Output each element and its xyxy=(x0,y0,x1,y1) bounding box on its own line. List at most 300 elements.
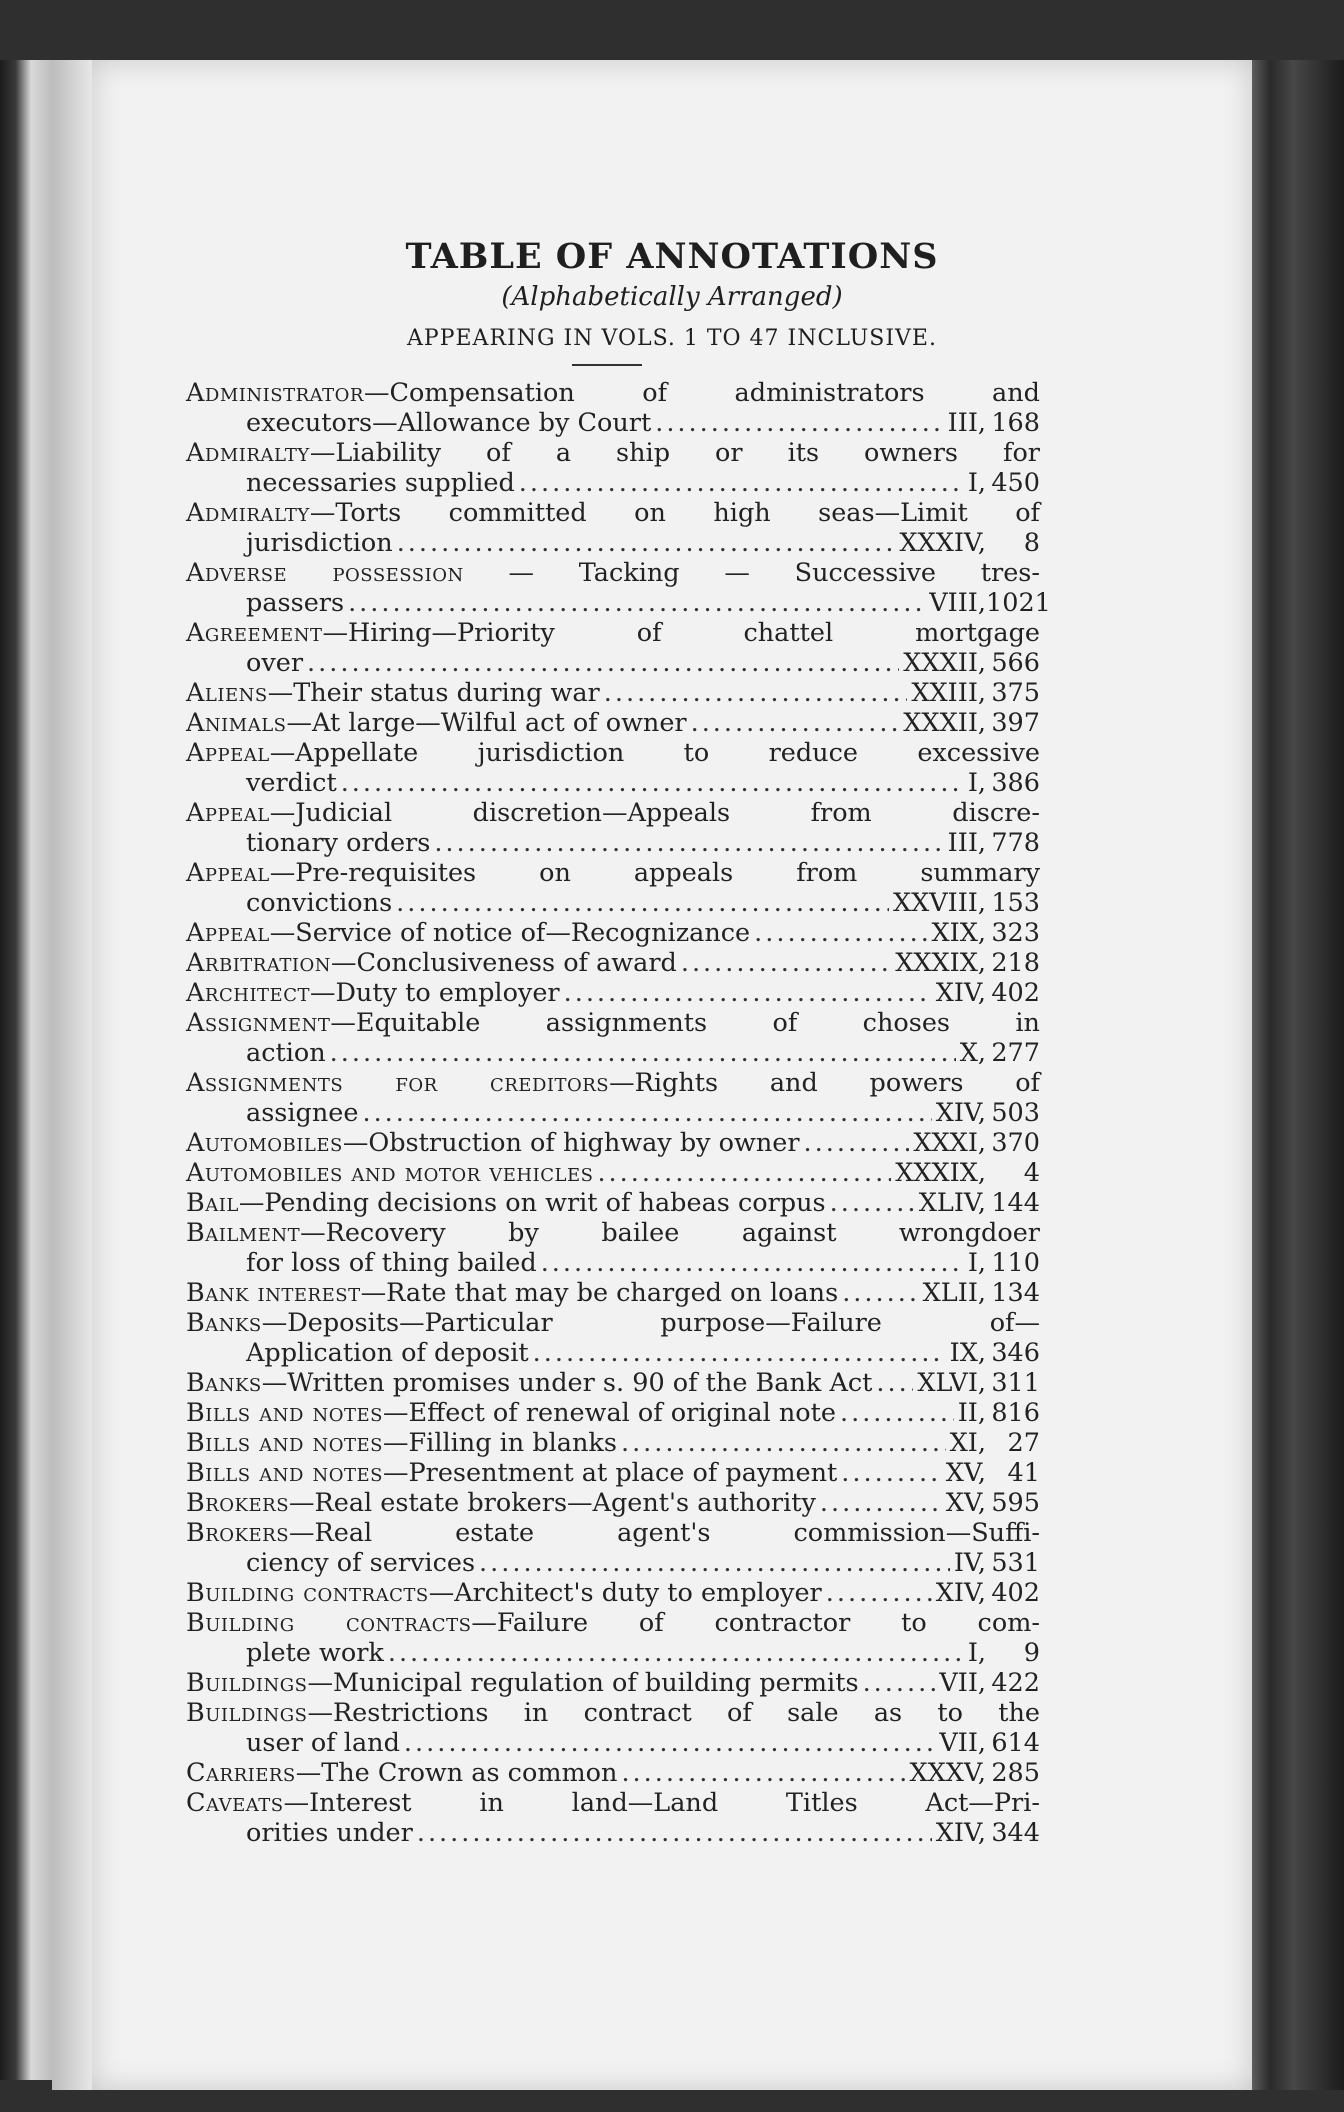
volume-page-reference xyxy=(936,1818,1040,1848)
entry-description: —Judicial discretion—Appeals from discre- xyxy=(269,798,1040,828)
entry-text xyxy=(246,1248,537,1278)
dot-leader xyxy=(842,1278,918,1308)
volume-page-reference xyxy=(968,468,1040,498)
dot-leader xyxy=(804,1128,910,1158)
page-number: 450 xyxy=(991,468,1040,498)
entry-continuation-line xyxy=(186,648,1040,678)
entry-first-line xyxy=(186,1518,1040,1548)
dot-leader xyxy=(417,1818,932,1848)
entry-first-line xyxy=(186,558,1040,588)
entry-text xyxy=(186,1458,837,1488)
entry-text xyxy=(186,798,1040,828)
entry-continuation-line xyxy=(186,1818,1040,1848)
entry-text xyxy=(246,828,430,858)
entry-description: verdict xyxy=(246,768,337,798)
entry-description: necessaries supplied xyxy=(246,468,515,498)
entry-text xyxy=(186,1578,822,1608)
volume-number: XV, xyxy=(945,1458,986,1488)
entry-text xyxy=(246,1548,475,1578)
toc-entry xyxy=(186,1068,1040,1128)
volume-page-reference xyxy=(919,1188,1040,1218)
entry-text xyxy=(186,1128,800,1158)
entry-heading: Building contracts xyxy=(186,1608,472,1638)
toc-entry xyxy=(186,1008,1040,1068)
entry-heading: Banks xyxy=(186,1368,262,1398)
dot-leader xyxy=(841,1458,941,1488)
book-cover-right xyxy=(1252,60,1344,2090)
entry-description: —At large—Wilful act of owner xyxy=(286,708,687,738)
volume-number: XXXV, xyxy=(909,1758,986,1788)
volume-number: I, xyxy=(967,1248,986,1278)
dot-leader xyxy=(840,1398,954,1428)
volume-number: XIV, xyxy=(935,978,986,1008)
volume-number: XXIII, xyxy=(911,678,986,708)
entry-first-line xyxy=(186,678,1040,708)
entry-description: —Rate that may be charged on loans xyxy=(360,1278,839,1308)
volume-number: XIX, xyxy=(931,918,986,948)
volume-page-reference xyxy=(939,1668,1040,1698)
volume-number: XLVI, xyxy=(917,1368,986,1398)
entry-heading: Assignment xyxy=(186,1008,331,1038)
entry-heading: Aliens xyxy=(186,678,268,708)
entry-description: —Their status during war xyxy=(267,678,600,708)
entry-first-line xyxy=(186,1668,1040,1698)
volume-page-reference xyxy=(895,1158,1040,1188)
volume-page-reference xyxy=(950,1338,1040,1368)
toc-entry xyxy=(186,378,1040,438)
page-number: 778 xyxy=(991,828,1040,858)
volume-page-reference xyxy=(923,1278,1040,1308)
volume-page-reference xyxy=(893,888,1040,918)
entry-first-line xyxy=(186,1278,1040,1308)
toc-entry xyxy=(186,1458,1040,1488)
entry-first-line xyxy=(186,1578,1040,1608)
entry-description: ciency of services xyxy=(246,1548,476,1578)
entry-heading: Bailment xyxy=(186,1218,301,1248)
volume-number: X, xyxy=(959,1038,986,1068)
page-number: 375 xyxy=(991,678,1040,708)
entry-description: —Real estate agent's commission—Suffi- xyxy=(289,1518,1040,1548)
entry-heading: Bills and notes xyxy=(186,1428,383,1458)
entry-continuation-line xyxy=(186,588,1051,618)
volume-page-reference xyxy=(946,1488,1040,1518)
entry-description: —Recovery by bailee against wrongdoer xyxy=(300,1218,1040,1248)
entry-heading: Bills and notes xyxy=(186,1398,383,1428)
dot-leader xyxy=(362,1098,931,1128)
volume-number: III, xyxy=(947,828,986,858)
volume-number: XV, xyxy=(945,1488,986,1518)
entry-text xyxy=(186,918,750,948)
entry-text xyxy=(246,528,393,558)
volume-page-reference xyxy=(968,1638,1040,1668)
entry-text xyxy=(186,708,687,738)
toc-entry xyxy=(186,1368,1040,1398)
dot-leader xyxy=(404,1728,935,1758)
entry-first-line xyxy=(186,1398,1040,1428)
entry-text xyxy=(246,1818,413,1848)
dot-leader xyxy=(621,1428,946,1458)
entry-description: —The Crown as common xyxy=(295,1758,618,1788)
entry-heading: Buildings xyxy=(186,1668,308,1698)
volume-page-reference xyxy=(950,1428,1040,1458)
entry-continuation-line xyxy=(186,768,1040,798)
page-number: 422 xyxy=(991,1668,1040,1698)
entry-text xyxy=(246,1038,326,1068)
dot-leader xyxy=(876,1368,913,1398)
entry-text xyxy=(246,648,303,678)
entry-description: —Deposits—Particular purpose—Failure of— xyxy=(261,1308,1040,1338)
volume-number: II, xyxy=(957,1398,986,1428)
page-number: 285 xyxy=(991,1758,1040,1788)
dot-leader xyxy=(397,528,896,558)
entry-first-line xyxy=(186,1758,1040,1788)
volume-number: XXXIX, xyxy=(895,948,986,978)
entry-text xyxy=(186,1008,1040,1038)
toc-entry xyxy=(186,1578,1040,1608)
entry-first-line xyxy=(186,738,1040,768)
entry-text xyxy=(246,1338,529,1368)
page-number: 218 xyxy=(991,948,1040,978)
page-number: 27 xyxy=(1007,1428,1040,1458)
page-title: TABLE OF ANNOTATIONS xyxy=(405,236,939,277)
volume-number: VII, xyxy=(939,1728,986,1758)
dot-leader xyxy=(820,1488,942,1518)
entry-heading: Brokers xyxy=(186,1488,290,1518)
entry-continuation-line xyxy=(186,1338,1040,1368)
page-number: 277 xyxy=(991,1038,1040,1068)
page-number: 531 xyxy=(991,1548,1040,1578)
entry-text xyxy=(186,1668,859,1698)
entry-text xyxy=(186,1398,836,1428)
entry-continuation-line xyxy=(186,888,1040,918)
entry-first-line xyxy=(186,1188,1040,1218)
volume-number: III, xyxy=(947,408,986,438)
entry-heading: Buildings xyxy=(186,1698,308,1728)
entry-description: —Restrictions in contract of sale as to the xyxy=(307,1698,1040,1728)
volume-page-reference xyxy=(932,918,1041,948)
entry-continuation-line xyxy=(186,408,1040,438)
entry-first-line xyxy=(186,378,1040,408)
entry-heading: Appeal xyxy=(186,738,270,768)
volume-page-reference xyxy=(895,948,1040,978)
entry-text xyxy=(186,1488,816,1518)
entry-continuation-line xyxy=(186,1098,1040,1128)
volume-page-reference xyxy=(909,1758,1040,1788)
entry-heading: Agreement xyxy=(186,618,323,648)
entry-first-line xyxy=(186,438,1040,468)
entry-description: —Architect's duty to employer xyxy=(428,1578,822,1608)
toc-entry xyxy=(186,1128,1040,1158)
entry-heading: Admiralty xyxy=(186,438,310,468)
page-number: 344 xyxy=(991,1818,1040,1848)
entry-text xyxy=(186,1428,617,1458)
entry-text xyxy=(186,438,1040,468)
entry-description: —Compensation of administrators and xyxy=(363,378,1040,408)
entry-text xyxy=(246,1728,400,1758)
toc-entry xyxy=(186,1788,1040,1848)
entry-text xyxy=(246,768,337,798)
entry-continuation-line xyxy=(186,1248,1040,1278)
volumes-note: APPEARING IN VOLS. 1 TO 47 INCLUSIVE. xyxy=(407,326,937,351)
toc-entry xyxy=(186,498,1040,558)
entry-text xyxy=(186,1518,1040,1548)
volume-number: IX, xyxy=(949,1338,986,1368)
entry-description: user of land xyxy=(246,1728,400,1758)
entry-text xyxy=(246,1638,384,1668)
volume-page-reference xyxy=(913,1128,1040,1158)
entry-description: —Written promises under s. 90 of the Bank Act xyxy=(261,1368,873,1398)
page-number: 134 xyxy=(991,1278,1040,1308)
volume-number: XIV, xyxy=(935,1578,986,1608)
volume-page-reference xyxy=(948,828,1040,858)
entry-heading: Brokers xyxy=(186,1518,290,1548)
toc-entry xyxy=(186,1308,1040,1368)
entry-text xyxy=(186,678,600,708)
entry-text xyxy=(186,978,560,1008)
entry-heading: Assignments for creditors xyxy=(186,1068,610,1098)
page-number: 41 xyxy=(1007,1458,1040,1488)
toc-entry xyxy=(186,1428,1040,1458)
dot-leader xyxy=(479,1548,950,1578)
entry-first-line xyxy=(186,1158,1040,1188)
entry-text xyxy=(186,1188,826,1218)
title-rule xyxy=(572,364,642,366)
volume-page-reference xyxy=(954,1548,1040,1578)
dot-leader xyxy=(655,408,943,438)
entry-description: action xyxy=(246,1038,326,1068)
entry-text xyxy=(186,858,1040,888)
entry-description: plete work xyxy=(246,1638,384,1668)
dot-leader xyxy=(830,1188,915,1218)
page-number: 144 xyxy=(991,1188,1040,1218)
entry-description: —Torts committed on high seas—Limit of xyxy=(309,498,1040,528)
entry-first-line xyxy=(186,1128,1040,1158)
toc-entry xyxy=(186,558,1051,618)
entry-description: tionary orders xyxy=(246,828,431,858)
volume-number: I, xyxy=(967,1638,986,1668)
toc-entry xyxy=(186,1698,1040,1758)
dot-leader xyxy=(691,708,900,738)
entry-description: for loss of thing bailed xyxy=(246,1248,537,1278)
entry-continuation-line xyxy=(186,468,1040,498)
page-number: 311 xyxy=(991,1368,1040,1398)
volume-page-reference xyxy=(903,708,1040,738)
volume-number: XI, xyxy=(949,1428,986,1458)
page-number: 1021 xyxy=(986,588,1051,618)
volume-number: XIV, xyxy=(935,1818,986,1848)
entry-first-line xyxy=(186,858,1040,888)
entry-heading: Appeal xyxy=(186,918,270,948)
entry-continuation-line xyxy=(186,828,1040,858)
volume-number: VII, xyxy=(939,1668,986,1698)
entry-description: —Appellate jurisdiction to reduce excessive xyxy=(269,738,1040,768)
volume-number: XIV, xyxy=(935,1098,986,1128)
dot-leader xyxy=(597,1158,891,1188)
page-number: 4 xyxy=(1023,1158,1040,1188)
entry-description: passers xyxy=(246,588,345,618)
entry-continuation-line xyxy=(186,528,1040,558)
entry-text xyxy=(186,1698,1040,1728)
volume-number: XXVIII, xyxy=(892,888,986,918)
entry-description: orities under xyxy=(246,1818,413,1848)
dot-leader xyxy=(341,768,964,798)
dot-leader xyxy=(533,1338,946,1368)
entry-heading: Bail xyxy=(186,1188,239,1218)
entry-first-line xyxy=(186,1698,1040,1728)
volume-number: XXXIX, xyxy=(895,1158,986,1188)
book-page xyxy=(92,60,1252,2090)
entry-heading: Automobiles xyxy=(186,1128,343,1158)
volume-page-reference xyxy=(960,1038,1040,1068)
entry-heading: Arbitration xyxy=(186,948,332,978)
page-number: 9 xyxy=(1023,1638,1040,1668)
page-number: 397 xyxy=(991,708,1040,738)
entry-text xyxy=(186,1788,1040,1818)
entry-heading: Architect xyxy=(186,978,310,1008)
toc-entry xyxy=(186,918,1040,948)
entry-text xyxy=(246,468,515,498)
entry-first-line xyxy=(186,1218,1040,1248)
entry-text xyxy=(186,1278,838,1308)
book-spine-left xyxy=(0,60,52,2080)
entry-description: jurisdiction xyxy=(246,528,393,558)
entry-description: convictions xyxy=(246,888,393,918)
entry-text xyxy=(246,1098,358,1128)
entry-text xyxy=(186,498,1040,528)
dot-leader xyxy=(348,588,925,618)
entry-description: —Duty to employer xyxy=(309,978,560,1008)
entry-first-line xyxy=(186,1458,1040,1488)
toc-entry xyxy=(186,738,1040,798)
volume-page-reference xyxy=(929,588,1051,618)
entry-heading: Animals xyxy=(186,708,287,738)
volume-page-reference xyxy=(968,768,1040,798)
volume-page-reference xyxy=(946,1458,1040,1488)
toc-entry xyxy=(186,1758,1040,1788)
volume-page-reference xyxy=(911,678,1040,708)
entry-description: —Effect of renewal of original note xyxy=(382,1398,836,1428)
dot-leader xyxy=(519,468,964,498)
volume-page-reference xyxy=(958,1398,1040,1428)
volume-number: XXXI, xyxy=(913,1128,986,1158)
entry-continuation-line xyxy=(186,1038,1040,1068)
entry-heading: Bills and notes xyxy=(186,1458,383,1488)
volume-number: I, xyxy=(967,468,986,498)
entry-text xyxy=(186,1218,1040,1248)
entry-text xyxy=(186,1308,1040,1338)
entry-description: —Service of notice of—Recognizance xyxy=(269,918,751,948)
page-number: 168 xyxy=(991,408,1040,438)
volume-page-reference xyxy=(939,1728,1040,1758)
dot-leader xyxy=(863,1668,936,1698)
volume-number: XXXII, xyxy=(903,708,986,738)
entry-description: —Obstruction of highway by owner xyxy=(342,1128,800,1158)
entry-text xyxy=(246,408,651,438)
toc-entry xyxy=(186,1278,1040,1308)
entry-heading: Banks xyxy=(186,1308,262,1338)
entry-first-line xyxy=(186,1788,1040,1818)
entry-first-line xyxy=(186,1008,1040,1038)
entry-first-line xyxy=(186,798,1040,828)
volume-page-reference xyxy=(968,1248,1040,1278)
dot-leader xyxy=(434,828,943,858)
entry-description: —Liability of a ship or its owners for xyxy=(309,438,1040,468)
entry-first-line xyxy=(186,1608,1040,1638)
entry-heading: Administrator xyxy=(186,378,364,408)
entry-description: assignee xyxy=(246,1098,359,1128)
page-number: 370 xyxy=(991,1128,1040,1158)
entry-heading: Bank interest xyxy=(186,1278,361,1308)
page-number: 503 xyxy=(991,1098,1040,1128)
toc-entry xyxy=(186,858,1040,918)
entry-text xyxy=(186,1368,872,1398)
toc-entry xyxy=(186,708,1040,738)
entry-description: —Conclusiveness of award xyxy=(331,948,677,978)
volume-number: XLII, xyxy=(922,1278,986,1308)
dot-leader xyxy=(541,1248,964,1278)
volume-number: XXXII, xyxy=(903,648,986,678)
entry-first-line xyxy=(186,708,1040,738)
volume-page-reference xyxy=(936,978,1040,1008)
entry-description: —Interest in land—Land Titles Act—Pri- xyxy=(283,1788,1040,1818)
toc-entry xyxy=(186,798,1040,858)
toc-entry xyxy=(186,1608,1040,1668)
dot-leader xyxy=(330,1038,956,1068)
volume-number: XLIV, xyxy=(918,1188,986,1218)
toc-entry xyxy=(186,438,1040,498)
toc-entry xyxy=(186,1188,1040,1218)
toc-entry xyxy=(186,1398,1040,1428)
volume-page-reference xyxy=(936,1578,1040,1608)
entry-first-line xyxy=(186,1308,1040,1338)
page-number: 8 xyxy=(1023,528,1040,558)
volume-number: XXXIV, xyxy=(899,528,986,558)
entry-text xyxy=(186,1068,1040,1098)
entry-text xyxy=(186,1608,1040,1638)
entry-description: —Equitable assignments of choses in xyxy=(330,1008,1040,1038)
entry-continuation-line xyxy=(186,1728,1040,1758)
dot-leader xyxy=(621,1758,905,1788)
entry-description: —Pre-requisites on appeals from summary xyxy=(269,858,1040,888)
volume-page-reference xyxy=(917,1368,1040,1398)
entry-description: —Presentment at place of payment xyxy=(382,1458,838,1488)
entry-text xyxy=(186,378,1040,408)
entry-text xyxy=(186,948,677,978)
entry-text xyxy=(186,1758,617,1788)
entry-heading: Carriers xyxy=(186,1758,296,1788)
page-number: 595 xyxy=(991,1488,1040,1518)
entry-description: — Tacking — Successive tres- xyxy=(463,558,1040,588)
entry-description: —Filling in blanks xyxy=(382,1428,617,1458)
toc-entry xyxy=(186,678,1040,708)
entry-text xyxy=(186,618,1040,648)
toc-entry xyxy=(186,1668,1040,1698)
entry-text xyxy=(186,558,1040,588)
volume-number: VIII, xyxy=(929,588,986,618)
entry-description: —Failure of contractor to com- xyxy=(471,1608,1040,1638)
volume-number: IV, xyxy=(953,1548,986,1578)
volume-page-reference xyxy=(903,648,1040,678)
entry-description: executors—Allowance by Court xyxy=(246,408,652,438)
page-number: 386 xyxy=(991,768,1040,798)
annotations-table xyxy=(186,378,1051,1848)
toc-entry xyxy=(186,1218,1040,1278)
entry-description: —Real estate brokers—Agent's authority xyxy=(289,1488,816,1518)
entry-first-line xyxy=(186,918,1040,948)
entry-heading: Adverse possession xyxy=(186,558,464,588)
entry-first-line xyxy=(186,618,1040,648)
toc-entry xyxy=(186,1488,1040,1518)
